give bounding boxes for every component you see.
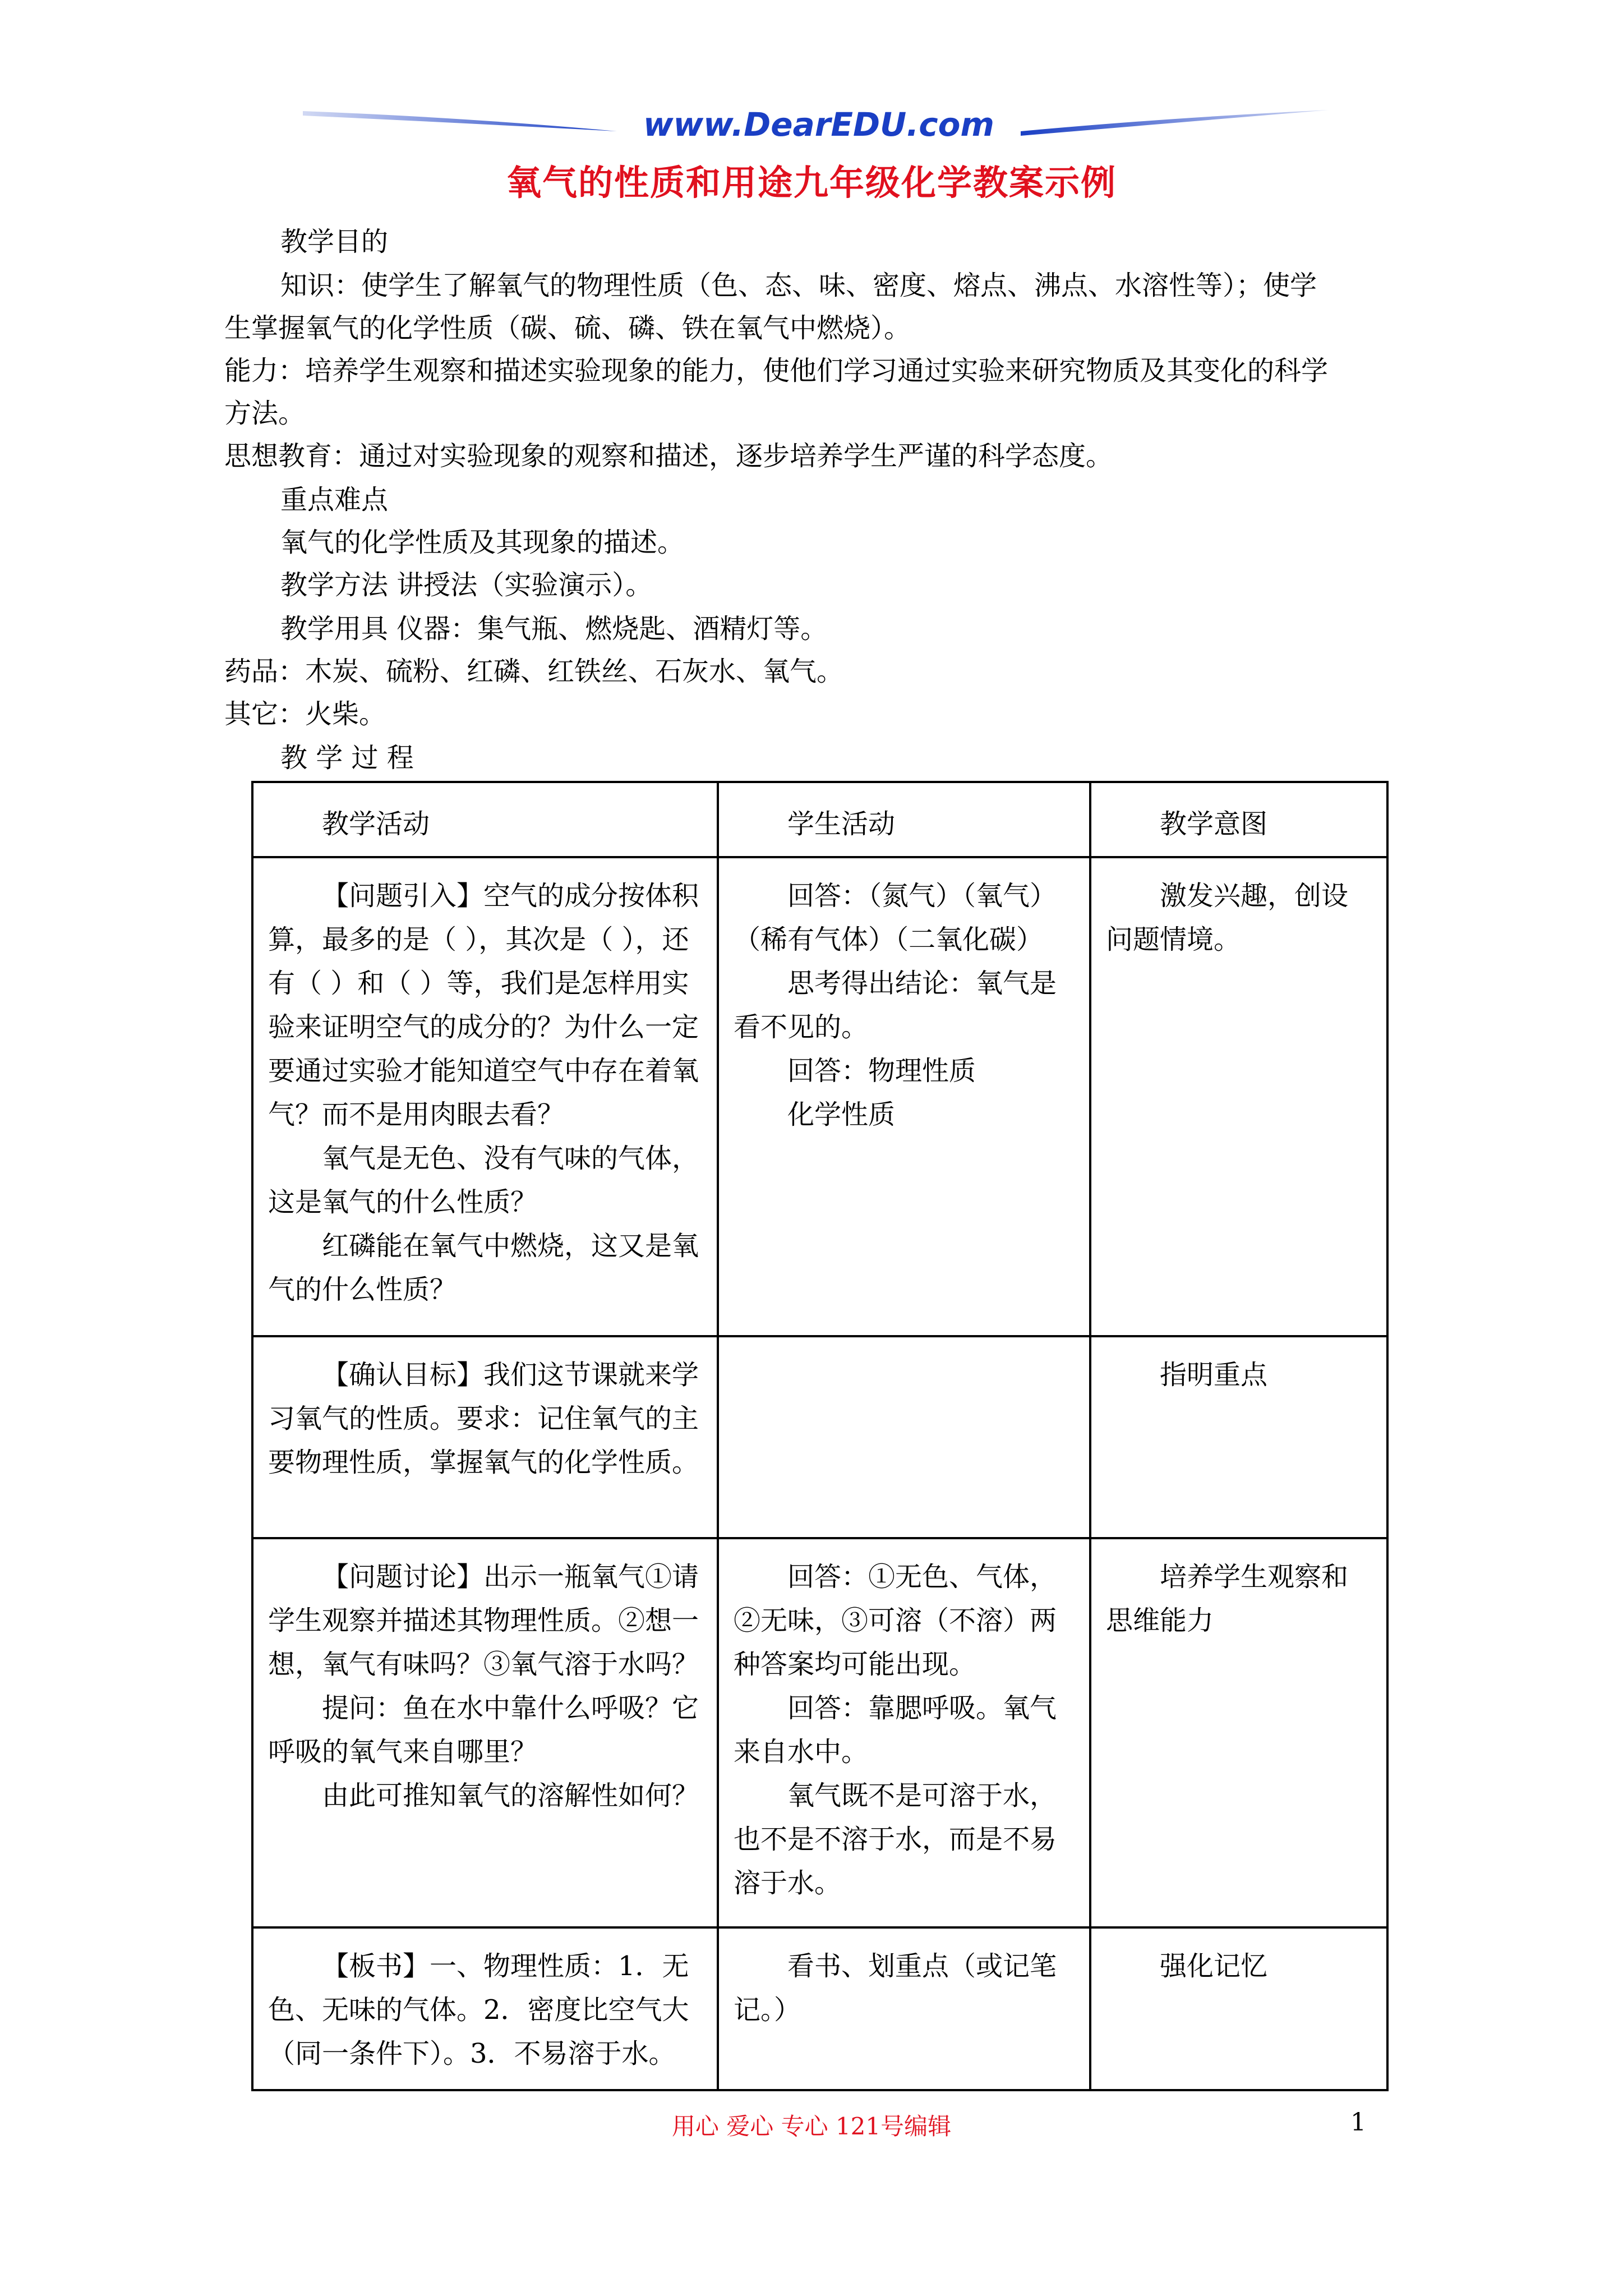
teaching-tools: 教学用具 仪器：集气瓶、燃烧匙、酒精灯等。 [280, 613, 828, 645]
cell-paragraph: 氧气是无色、没有气味的气体，这是氧气的什么性质？ [268, 1143, 699, 1218]
cell-paragraph: 思考得出结论：氧气是看不见的。 [734, 968, 1057, 1043]
student-activity-cell [718, 1927, 1090, 2090]
cell-paragraph: 【问题引入】空气的成分按体积算，最多的是（ ），其次是（ ），还有（ ）和（ ）等，我们是怎样用实验来证明空气的成分的？为什么一定要通过实验才能知道空气中存在着氧气？而不是用肉眼去看？ [268, 880, 699, 1130]
table-row [252, 1927, 1387, 2090]
cell-paragraph: 回答：靠腮呼吸。氧气来自水中。 [734, 1692, 1057, 1768]
teaching-intent-cell: 指明重点 [1090, 1336, 1387, 1538]
keypoints-heading: 重点难点 [280, 484, 389, 516]
thought-education: 思想教育：通过对实验现象的观察和描述，逐步培养学生严谨的科学态度。 [224, 440, 1113, 472]
student-activity-cell [718, 857, 1090, 1336]
ability-line-1: 能力：培养学生观察和描述实验现象的能力，使他们学习通过实验来研究物质及其变化的科学 [224, 355, 1329, 386]
table-header-row [252, 782, 1387, 857]
cell-paragraph: 看书、划重点（或记笔记。） [734, 1950, 1057, 2026]
table-row [252, 857, 1387, 1336]
cell-paragraph: 回答：物理性质 [787, 1055, 976, 1087]
lesson-process-table [251, 781, 1389, 2091]
document-title: 氧气的性质和用途九年级化学教案示例 [506, 162, 1117, 203]
footer-text: 用心 爱心 专心 121号编辑 [671, 2113, 952, 2140]
objectives-heading: 教学目的 [280, 226, 389, 257]
teacher-activity-cell [252, 1538, 718, 1927]
process-heading: 教 学 过 程 [280, 742, 414, 774]
ability-line-2: 方法。 [224, 398, 306, 429]
table-header-cell: 教学活动 [252, 782, 718, 857]
logo-swoosh-left [303, 111, 617, 131]
cell-paragraph: 氧气既不是可溶于水，也不是不溶于水，而是不易溶于水。 [734, 1780, 1057, 1899]
logo-swoosh-right [1021, 110, 1329, 136]
table-header-cell: 教学意图 [1090, 782, 1387, 857]
logo-text: www.DearEDU.com [643, 105, 994, 144]
header-logo [303, 99, 1329, 149]
cell-paragraph: 【确认目标】我们这节课就来学习氧气的性质。要求：记住氧气的主要物理性质，掌握氧气的化学性质。 [268, 1359, 699, 1478]
teaching-intent-cell: 激发兴趣，创设问题情境。 [1090, 857, 1387, 1336]
teacher-activity-cell [252, 1927, 718, 2090]
table-row [252, 1336, 1387, 1538]
knowledge-line-1: 知识：使学生了解氧气的物理性质（色、态、味、密度、熔点、沸点、水溶性等）；使学 [280, 270, 1317, 301]
table-header-cell: 学生活动 [718, 782, 1090, 857]
student-activity-cell [718, 1538, 1090, 1927]
keypoints-text: 氧气的化学性质及其现象的描述。 [280, 527, 685, 558]
cell-paragraph: 【板书】一、物理性质：1．无色、无味的气体。2．密度比空气大（同一条件下）。3．不易溶于水。 [268, 1950, 689, 2069]
teaching-method: 教学方法 讲授法（实验演示）。 [280, 569, 653, 601]
table-row [252, 1538, 1387, 1927]
teacher-activity-cell [252, 857, 718, 1336]
page-number: 1 [1350, 2108, 1366, 2137]
knowledge-line-2: 生掌握氧气的化学性质（碳、硫、磷、铁在氧气中燃烧）。 [224, 312, 911, 344]
teacher-activity-cell [252, 1336, 718, 1538]
student-activity-cell [718, 1336, 1090, 1538]
cell-paragraph: 【问题讨论】出示一瓶氧气①请学生观察并描述其物理性质。②想一想，氧气有味吗？③氧气溶于水吗？ [268, 1561, 699, 1680]
cell-paragraph: 回答：①无色、气体，②无味，③可溶（不溶）两种答案均可能出现。 [734, 1561, 1057, 1680]
cell-paragraph: 回答：（氮气）（氧气）（稀有气体）（二氧化碳） [734, 880, 1057, 955]
cell-paragraph: 由此可推知氧气的溶解性如何？ [322, 1780, 699, 1811]
teaching-intent-cell: 强化记忆 [1090, 1927, 1387, 2090]
teaching-intent-cell: 培养学生观察和思维能力 [1090, 1538, 1387, 1927]
cell-paragraph: 红磷能在氧气中燃烧，这又是氧气的什么性质？ [268, 1230, 699, 1305]
teaching-others: 其它：火柴。 [224, 698, 386, 730]
cell-paragraph: 提问：鱼在水中靠什么呼吸？它呼吸的氧气来自哪里？ [268, 1692, 699, 1768]
teaching-drugs: 药品：木炭、硫粉、红磷、红铁丝、石灰水、氧气。 [224, 656, 844, 687]
cell-paragraph: 化学性质 [787, 1099, 896, 1130]
